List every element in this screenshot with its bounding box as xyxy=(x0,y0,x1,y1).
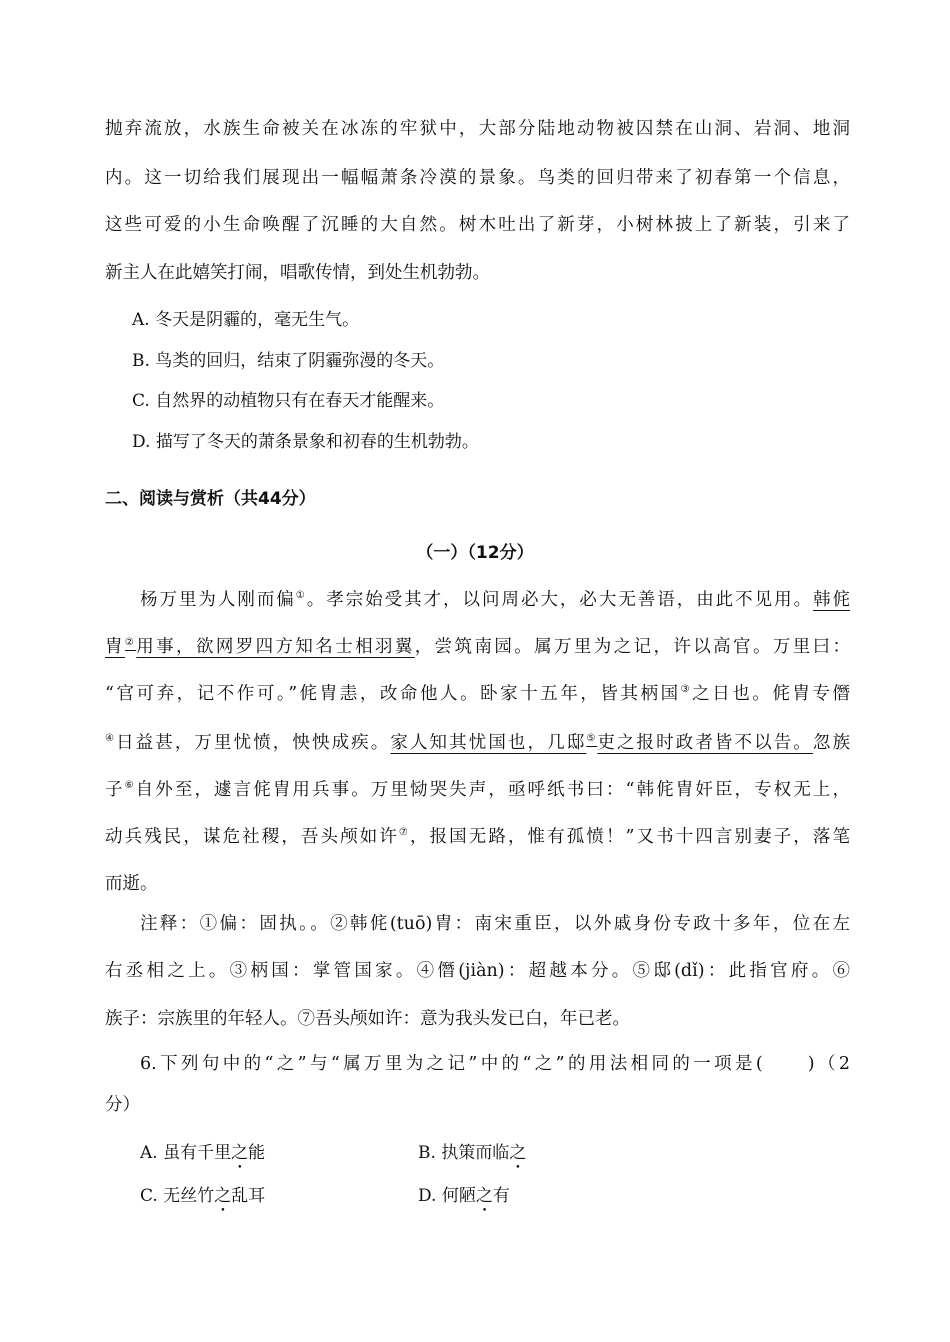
underlined-sentence-1: 韩侂 xyxy=(813,590,851,610)
q5-option-d: D. 描写了冬天的萧条景象和初春的生机勃勃。 xyxy=(132,432,479,452)
q6-stem: 6.下列句中的“之”与“属万里为之记”中的“之”的用法相同的一项是( )（2 xyxy=(140,1054,850,1074)
q5-option-a: A. 冬天是阴霾的，毫无生气。 xyxy=(132,310,360,330)
passage-line-4: 新主人在此嬉笑打闹，唱歌传情，到处生机勃勃。 xyxy=(105,263,490,283)
classical-line-7: 而逝。 xyxy=(105,874,158,894)
passage-line-2: 内。这一切给我们展现出一幅幅萧条冷漠的景象。鸟类的回归带来了初春第一个信息， xyxy=(105,168,850,188)
classical-line-3: “官可弃，记不作可。”侂胄恚，改命他人。卧家十五年，皆其柄国③之日也。侂胄专僭 xyxy=(105,684,850,704)
notes-line-2: 右丞相之上。③柄国：掌管国家。④僭(jiàn)：超越本分。⑤邸(dǐ)：此指官府。⑥ xyxy=(105,961,850,981)
q6-option-c: C. 无丝竹之乱耳 xyxy=(140,1186,266,1206)
part-heading: （一）（12分） xyxy=(416,543,534,563)
classical-line-5: 子⑥自外至，遽言侂胄用兵事。万里恸哭失声，亟呼纸书曰：“韩侂胄奸臣，专权无上， xyxy=(105,780,851,800)
underlined-sentence-2: 家人知其忧国也，几邸 xyxy=(390,733,587,753)
q6-option-d: D. 何陋之有 xyxy=(418,1186,510,1206)
footnote-1: ① xyxy=(295,590,307,602)
emphasis-dot-char: 之 xyxy=(231,1143,249,1163)
classical-line-2: 胄②用事，欲网罗四方知名士相羽翼，尝筑南园。属万里为之记，许以高官。万里曰： xyxy=(105,637,851,657)
q6-stem-cont: 分） xyxy=(105,1095,140,1115)
emphasis-dot-char: 之 xyxy=(214,1186,232,1206)
passage-line-1: 抛弃流放，水族生命被关在冰冻的牢狱中，大部分陆地动物被囚禁在山洞、岩洞、地洞 xyxy=(105,119,850,139)
footnote-7: ⑦ xyxy=(398,827,410,839)
footnote-2: ② xyxy=(124,637,137,649)
section-heading: 二、阅读与赏析（共44分） xyxy=(105,489,316,509)
footnote-4: ④ xyxy=(105,733,117,745)
q5-option-b: B. 鸟类的回归，结束了阴霾弥漫的冬天。 xyxy=(132,351,445,371)
q6-option-b: B. 执策而临之 xyxy=(418,1143,527,1163)
classical-line-6: 动兵残民，谋危社稷，吾头颅如许⑦，报国无路，惟有孤愤！”又书十四言别妻子，落笔 xyxy=(105,827,851,847)
emphasis-dot-char: 之 xyxy=(475,1186,493,1206)
passage-line-3: 这些可爱的小生命唤醒了沉睡的大自然。树木吐出了新芽，小树林披上了新装，引来了 xyxy=(105,215,850,235)
q6-option-a: A. 虽有千里之能 xyxy=(140,1143,266,1163)
notes-line-1: 注释：①偏：固执。。②韩侂(tuō)胄：南宋重臣，以外戚身份专政十多年，位在左 xyxy=(140,914,850,934)
footnote-5: ⑤ xyxy=(586,733,598,745)
notes-line-3: 族子：宗族里的年轻人。⑦吾头颅如许：意为我头发已白，年已老。 xyxy=(105,1009,630,1029)
footnote-6: ⑥ xyxy=(124,780,136,792)
classical-line-4: ④日益甚，万里忧愤，怏怏成疾。家人知其忧国也，几邸⑤吏之报时政者皆不以告。忽族 xyxy=(105,733,850,753)
q5-option-c: C. 自然界的动植物只有在春天才能醒来。 xyxy=(132,391,445,411)
footnote-3: ③ xyxy=(680,684,693,696)
classical-line-1: 杨万里为人刚而偏①。孝宗始受其才，以问周必大，必大无善语，由此不见用。韩侂 xyxy=(140,590,851,610)
emphasis-dot-char: 之 xyxy=(509,1143,527,1163)
